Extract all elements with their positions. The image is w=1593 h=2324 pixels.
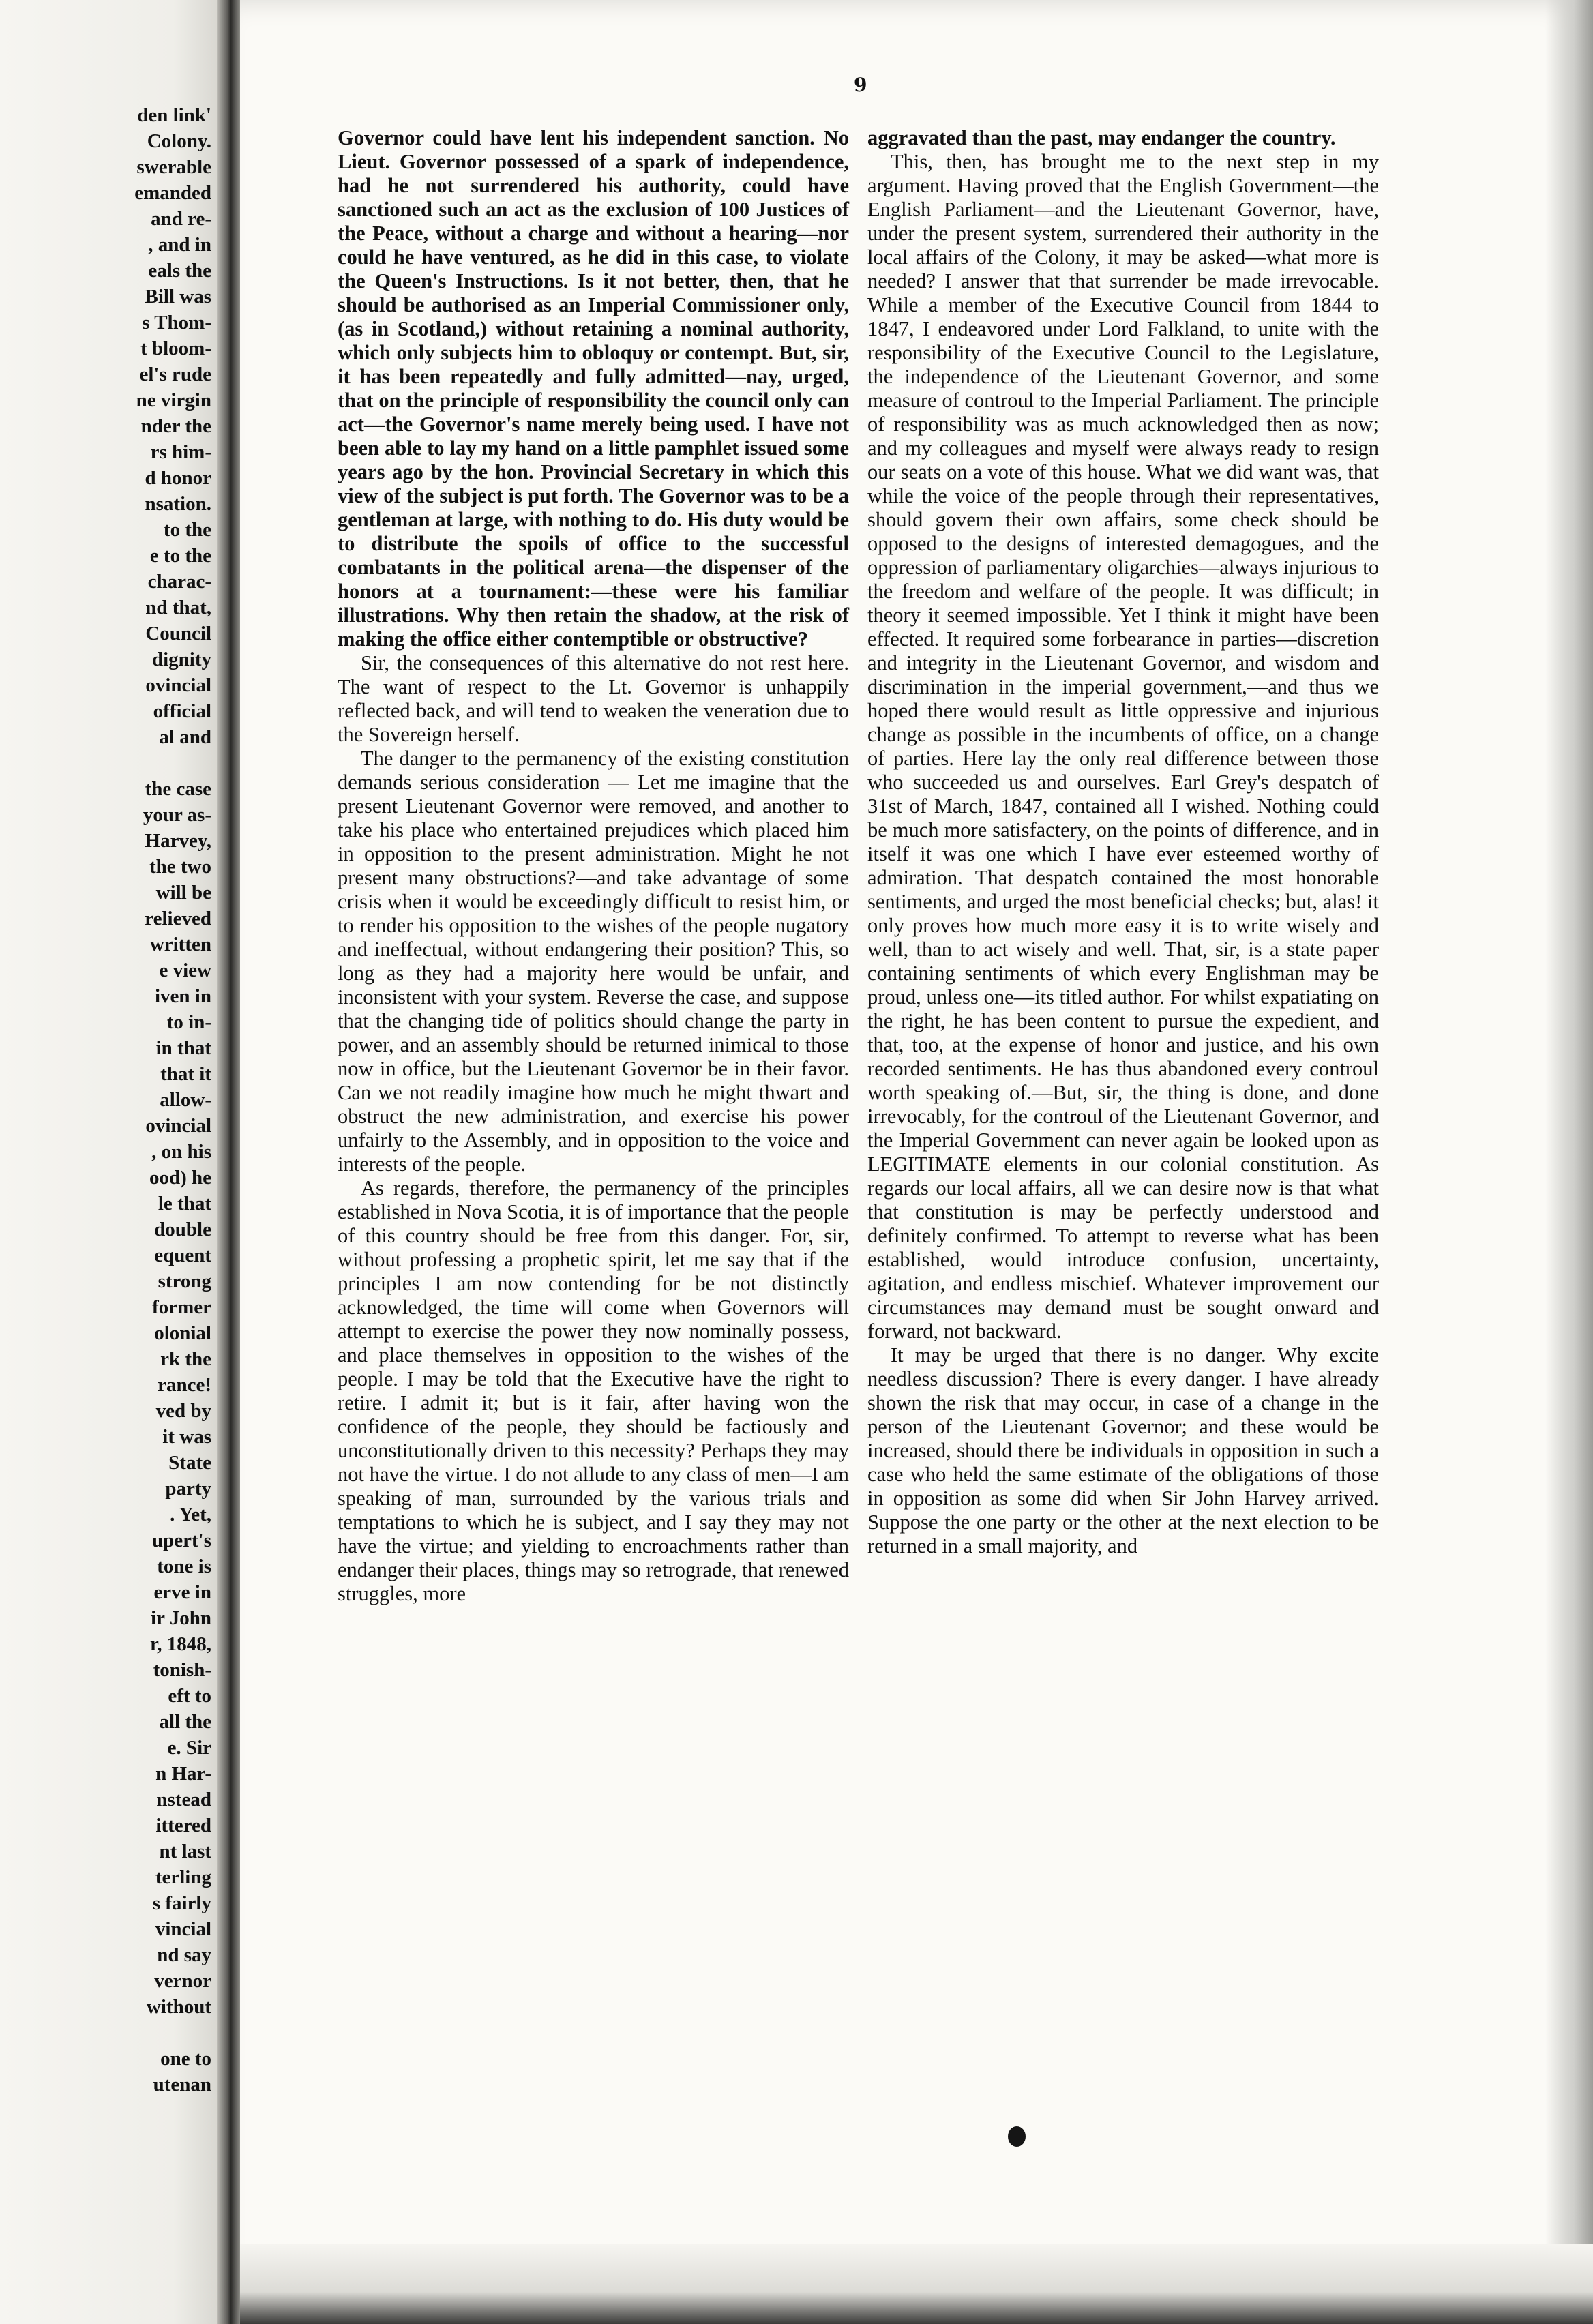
adjacent-page-line: emanded	[134, 182, 211, 204]
adjacent-page-line: equent	[154, 1245, 211, 1266]
book-gutter	[217, 0, 240, 2324]
paragraph: It may be urged that there is no danger. Why excite needless discussion? There is every danger. I have already shown the risk that may occur, in case of a change in the person of the Lieutenant Governor; and these would be increased, should there be individuals in opposition in such a case who held the same estimate of the obligations of those in opposition as some did when Sir John Harvey arrived. Suppose the one party or the other at the next election to be returned in a small majority, and	[867, 1343, 1379, 1558]
paragraph: As regards, therefore, the permanency of the principles established in Nova Scotia, it is of importance that the people of this country should be free from this danger. For, sir, without professing a prophetic spirit, let me say that if the principles I am now contending for be not distinctly acknowledged, the time will come when Governors will attempt to exercise the power they now nominally possess, and place themselves in opposition to the wishes of the people. I may be told that the Executive have the right to retire. I admit it; but is it fair, after having won the confidence of the people, they should be factiously and unconstitutionally driven to this necessity? Perhaps they may not have the virtue. I do not allude to any class of men—I am speaking of man, surrounded by the various trials and temptations to which he is subject, and I say they may not have the virtue; and yielding to encroachments rather than endanger their places, things may so retrograde, that renewed struggles, more	[338, 1176, 849, 1605]
adjacent-page-line: eft to	[168, 1685, 211, 1707]
adjacent-page-line: , and in	[148, 234, 211, 256]
page-bottom-edge	[240, 2244, 1593, 2324]
adjacent-page-line: n Har-	[155, 1763, 211, 1785]
adjacent-page-line: ne virgin	[136, 389, 211, 411]
adjacent-page-line: erve in	[153, 1581, 211, 1603]
adjacent-page-line: former	[152, 1296, 211, 1318]
adjacent-page-line: rk the	[160, 1348, 211, 1370]
adjacent-page-line: rs him-	[150, 441, 211, 463]
adjacent-page-line: Council	[145, 623, 211, 644]
adjacent-page-line: relieved	[145, 908, 211, 929]
adjacent-page-line: it was	[162, 1426, 211, 1448]
adjacent-page-line: vincial	[155, 1918, 211, 1940]
adjacent-page-line: dignity	[151, 649, 211, 670]
adjacent-page-line: Colony.	[147, 130, 211, 152]
adjacent-page-line: nd say	[157, 1944, 211, 1966]
adjacent-page-line: nt last	[159, 1841, 211, 1862]
adjacent-page-line	[7, 750, 211, 776]
adjacent-page-line: State	[168, 1452, 211, 1474]
adjacent-page-line: one to	[160, 2048, 211, 2070]
adjacent-page-line: all the	[159, 1711, 211, 1733]
adjacent-page-line: tonish-	[153, 1659, 211, 1681]
adjacent-page-line: to in-	[166, 1011, 211, 1033]
adjacent-page-line: double	[154, 1219, 211, 1240]
paragraph: The danger to the permanency of the existing constitution demands serious consideration — Let me imagine that the present Lieutenant Governor were removed, and another to take his place who entertained prejudices which placed him in opposition to the present administration. Might he not present many obstructions?—and take advantage of some crisis when it would be exceedingly difficult to resist him, or to render his opposition to the wishes of the people nugatory and ineffectual, without endangering their position? This, so long as they had a majority here would be unfair, and inconsistent with your system. Reverse the case, and suppose that the changing tide of politics should change the party in power, and an assembly should be returned inimical to those now in office, but the Lieutenant Governor be in their favor. Can we not readily imagine how much he might thwart and obstruct the new administration, and exercise his power unfairly to the Assembly, and in opposition to the voice and interests of the people.	[338, 747, 849, 1176]
adjacent-page-line: without	[146, 1996, 211, 2018]
adjacent-page-line: allow-	[160, 1089, 211, 1111]
adjacent-page-line: ovincial	[145, 1115, 211, 1137]
ink-blot	[1008, 2126, 1026, 2147]
paragraph: aggravated than the past, may endanger the country.	[867, 126, 1336, 149]
text-column-right	[867, 126, 1379, 1558]
adjacent-page-line: r, 1848,	[150, 1633, 211, 1655]
adjacent-page-line: ved by	[155, 1400, 211, 1422]
adjacent-page-line: and re-	[151, 208, 211, 230]
paragraph: Sir, the consequences of this alternative do not rest here. The want of respect to the Lt. Governor is unhappily reflected back, and will tend to weaken the veneration due to the Sovereign herself.	[338, 651, 849, 746]
adjacent-page-line	[7, 2020, 211, 2046]
adjacent-page-line: olonial	[154, 1322, 211, 1344]
adjacent-page-line: t bloom-	[140, 338, 211, 359]
adjacent-page-line: official	[153, 700, 211, 722]
page-edge-shadow	[1545, 0, 1593, 2324]
adjacent-page-line: party	[165, 1478, 211, 1500]
adjacent-page-line: tone is	[157, 1555, 211, 1577]
adjacent-page-line: the two	[149, 856, 211, 878]
adjacent-page-line: ood) he	[149, 1167, 211, 1189]
adjacent-page-line: vernor	[154, 1970, 211, 1992]
adjacent-page-line: nstead	[156, 1789, 211, 1811]
adjacent-page-line: written	[149, 934, 211, 955]
adjacent-page-line: s fairly	[152, 1892, 211, 1914]
adjacent-page-line: ittered	[155, 1815, 211, 1836]
adjacent-page-line: d honor	[145, 467, 211, 489]
adjacent-page-line: charac-	[147, 571, 211, 593]
adjacent-page-line: den link'	[137, 104, 211, 126]
adjacent-page-line: , on his	[151, 1141, 211, 1163]
adjacent-page-line: e to the	[149, 545, 211, 567]
adjacent-page-line: el's rude	[139, 363, 211, 385]
adjacent-page-line: nsation.	[145, 493, 211, 515]
text-column-left	[338, 126, 849, 1606]
paragraph: Governor could have lent his independent sanction. No Lieut. Governor possessed of a spark of independence, had he not surrendered his authority, could have sanctioned such an act as the exclusion of 100 Justices of the Peace, without a charge and without a hearing—nor could he have ventured, as he did in this case, to violate the Queen's Instructions. Is it not better, then, that he should be authorised as an Imperial Commissioner only, (as in Scotland,) without retaining a nominal authority, which only subjects him to obloquy or contempt. But, sir, it has been repeatedly and fully admitted—nay, urged, that on the principle of responsibility the council only can act—the Governor's name merely being used. I have not been able to lay my hand on a little pamphlet issued some years ago by the hon. Provincial Secretary in which this view of the subject is put forth. The Governor was to be a gentleman at large, with nothing to do. His duty would be to distribute the spoils of office to the successful combatants in the political arena—the dispenser of the honors at a tournament:—these were his familiar illustrations. Why then retain the shadow, at the risk of making the office either contemptible or obstructive?	[338, 126, 849, 651]
adjacent-page-line: that it	[160, 1063, 211, 1085]
adjacent-page-line: to the	[163, 519, 211, 541]
adjacent-page-line: al and	[159, 726, 211, 748]
adjacent-page-line: will be	[155, 882, 211, 904]
adjacent-page-line: swerable	[136, 156, 211, 178]
adjacent-page-line: s Thom-	[142, 312, 211, 333]
adjacent-page-line: rance!	[158, 1374, 211, 1396]
adjacent-page-line: le that	[158, 1193, 211, 1215]
paragraph: This, then, has brought me to the next step in my argument. Having proved that the English Government—the English Parliament—and the Lieutenant Governor, have, under the present system, surrendered their authority in the local affairs of the Colony, it may be asked—what more is needed? I answer that that surrender be made irrevocable. While a member of the Executive Council from 1844 to 1847, I endeavored under Lord Falkland, to unite with the responsibility of the Executive Council to the Legislature, the independence of the Lieutenant Governor, and some measure of controul to the Imperial Parliament. The principle of responsibility was as much acknowledged then as now; and my colleagues and myself were always ready to resign our seats on a vote of this house. What we did want was, that while the voice of the people through their representatives, should govern their own affairs, some check should be opposed to the designs of interested demagogues, and the oppression of parliamentary oligarchies—always injurious to the freedom and welfare of the people. It was difficult; in theory it seemed impossible. Yet I think it might have been effected. It required some forbearance in parties—discretion and integrity in the Lieutenant Governor, and wisdom and discrimination in the imperial government,—and thus we hoped there would result as little oppressive and injurious change as possible in the incumbents of office, on a change of parties. Here lay the only real difference between those who succeeded us and ourselves. Earl Grey's despatch of 31st of March, 1847, contained all I wished. Nothing could be much more satisfactery, on the points of difference, and in itself it was one which I have ever esteemed worthy of admiration. That despatch contained the most honorable sentiments, and urged the most beneficial checks; but, alas! it only proves how much more easy it is to write wisely and well, than to act wisely and well. That, sir, is a state paper containing sentiments of which every Englishman may be proud, unless one—its titled author. For whilst expatiating on the right, he has been content to pursue the expedient, and that, too, at the expense of honor and justice, and his own recorded sentiments. He has thus abandoned every controul worth speaking of.—But, sir, the thing is done, and done irrevocably, for the controul of the Lieutenant Governor, and the Imperial Government can never again be looked upon as LEGITIMATE elements in our colonial constitution. As regards our local affairs, all we can desire now is that what that constitution is may be perfectly understood and definitely confirmed. To attempt to reverse what has been established, would introduce confusion, uncertainty, agitation, and endless mischief. Whatever improvement our circumstances may demand must be sought onward and forward, not backward.	[867, 150, 1379, 1343]
adjacent-page-line: ovincial	[145, 674, 211, 696]
adjacent-page-strip	[0, 0, 217, 2324]
adjacent-page-line: your as-	[143, 804, 211, 826]
adjacent-page-line: ir John	[151, 1607, 211, 1629]
adjacent-page-text	[7, 102, 211, 2098]
adjacent-page-line: iven in	[155, 985, 211, 1007]
adjacent-page-line: e. Sir	[167, 1737, 211, 1759]
page-number: 9	[854, 74, 867, 96]
adjacent-page-line: e view	[159, 959, 211, 981]
adjacent-page-line: eals the	[148, 260, 211, 282]
adjacent-page-line: upert's	[152, 1530, 211, 1551]
adjacent-page-line: in that	[155, 1037, 211, 1059]
adjacent-page-line: . Yet,	[170, 1504, 211, 1525]
adjacent-page-line: Harvey,	[145, 830, 211, 852]
adjacent-page-line: nd that,	[145, 597, 211, 619]
adjacent-page-line: Bill was	[145, 286, 211, 308]
adjacent-page-line: strong	[158, 1270, 211, 1292]
adjacent-page-line: nder the	[140, 415, 211, 437]
adjacent-page-line: the case	[145, 778, 211, 800]
adjacent-page-line: utenan	[153, 2074, 211, 2096]
adjacent-page-line: terling	[155, 1866, 211, 1888]
